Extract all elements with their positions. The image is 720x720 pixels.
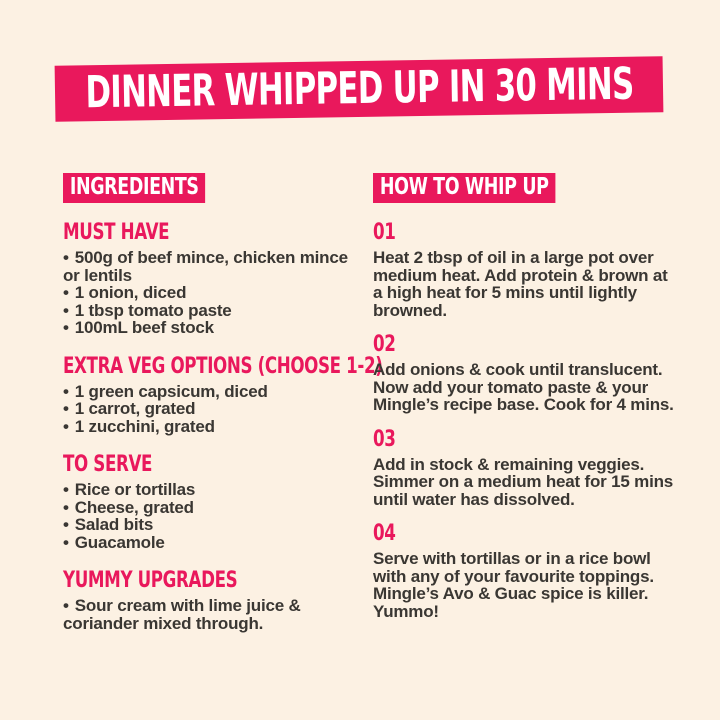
ingredient-item	[63, 481, 363, 499]
section-extra-veg	[63, 353, 383, 436]
ingredient-text: 1 zucchini, grated	[74, 416, 215, 436]
ingredient-text: 500g of beef mince, chicken mince or lentils	[63, 248, 348, 285]
bullet-glyph: •	[63, 318, 69, 337]
step-number: 01	[373, 220, 396, 245]
ingredients-header-label: INGREDIENTS	[69, 174, 199, 200]
ingredient-text: Sour cream with lime juice & coriander mixed through.	[63, 596, 301, 633]
ingredient-text: 1 carrot, grated	[74, 399, 196, 418]
section-to-serve	[63, 453, 363, 551]
section-must-have	[63, 221, 363, 337]
step-instructions: Add in stock & remaining veggies. Simmer on a medium heat for 15 mins until water has dissolved.	[373, 454, 674, 509]
method-header-badge	[373, 173, 555, 203]
bullet-glyph: •	[63, 480, 69, 499]
ingredients-column	[63, 173, 383, 650]
step-number: 02	[373, 332, 396, 357]
ingredient-text: 100mL beef stock	[74, 318, 214, 337]
step-instructions: Heat 2 tbsp of oil in a large pot over medium heat. Add protein & brown at a high heat for 5 mins until lightly browned.	[373, 248, 668, 320]
method-step-1	[373, 221, 679, 319]
bullet-glyph: •	[63, 283, 69, 302]
ingredient-item	[63, 418, 363, 436]
bullet-glyph: •	[63, 399, 69, 418]
ingredient-item	[63, 284, 363, 302]
ingredient-text: Rice or tortillas	[74, 480, 196, 499]
ingredient-item	[63, 516, 363, 534]
ingredient-text: Cheese, grated	[74, 497, 194, 517]
step-number: 04	[373, 521, 396, 546]
bullet-glyph: •	[63, 381, 69, 401]
method-header-label: HOW TO WHIP UP	[379, 174, 549, 200]
section-heading: TO SERVE	[63, 452, 153, 477]
ingredient-text: 1 tbsp tomato paste	[74, 300, 232, 320]
ingredient-item	[63, 534, 363, 552]
ingredient-item	[63, 383, 363, 401]
section-heading: EXTRA VEG OPTIONS (CHOOSE 1-2)	[63, 353, 383, 379]
step-instructions: Serve with tortillas or in a rice bowl with any of your favourite toppings. Mingle’s Avo & Guac spice is killer. Yummo!	[373, 549, 654, 621]
ingredient-item	[63, 400, 363, 418]
section-yummy-upgrades	[63, 569, 363, 632]
ingredient-item	[63, 249, 363, 284]
bullet-glyph: •	[63, 596, 69, 615]
ingredient-item	[63, 302, 363, 320]
ingredients-header-badge	[63, 173, 205, 203]
bullet-glyph: •	[63, 515, 69, 534]
ingredient-text: Guacamole	[74, 532, 165, 552]
ingredient-list	[63, 481, 363, 551]
ingredient-item	[63, 319, 363, 337]
method-step-2	[373, 333, 679, 414]
page-title: DINNER WHIPPED UP IN 30 MINS	[84, 58, 634, 119]
step-instructions: Add onions & cook until translucent. Now add your tomato paste & your Mingle’s recipe base. Cook for 4 mins.	[373, 360, 674, 414]
ingredient-list	[63, 249, 363, 337]
bullet-glyph: •	[63, 532, 69, 552]
ingredient-list	[63, 383, 363, 436]
ingredient-item	[63, 499, 363, 517]
method-step-4	[373, 522, 679, 620]
ingredient-item	[63, 597, 363, 632]
bullet-glyph: •	[63, 416, 69, 436]
bullet-glyph: •	[63, 248, 69, 267]
ingredient-text: 1 green capsicum, diced	[74, 381, 268, 401]
bullet-glyph: •	[63, 300, 69, 320]
method-step-3	[373, 428, 679, 509]
step-number: 03	[373, 426, 396, 452]
bullet-glyph: •	[63, 497, 69, 517]
section-heading: MUST HAVE	[63, 220, 170, 245]
ingredient-text: 1 onion, diced	[74, 283, 187, 302]
ingredient-list	[63, 597, 363, 632]
method-column	[373, 173, 679, 634]
title-banner	[55, 56, 664, 122]
section-heading: YUMMY UPGRADES	[63, 568, 238, 593]
ingredient-text: Salad bits	[74, 515, 154, 534]
